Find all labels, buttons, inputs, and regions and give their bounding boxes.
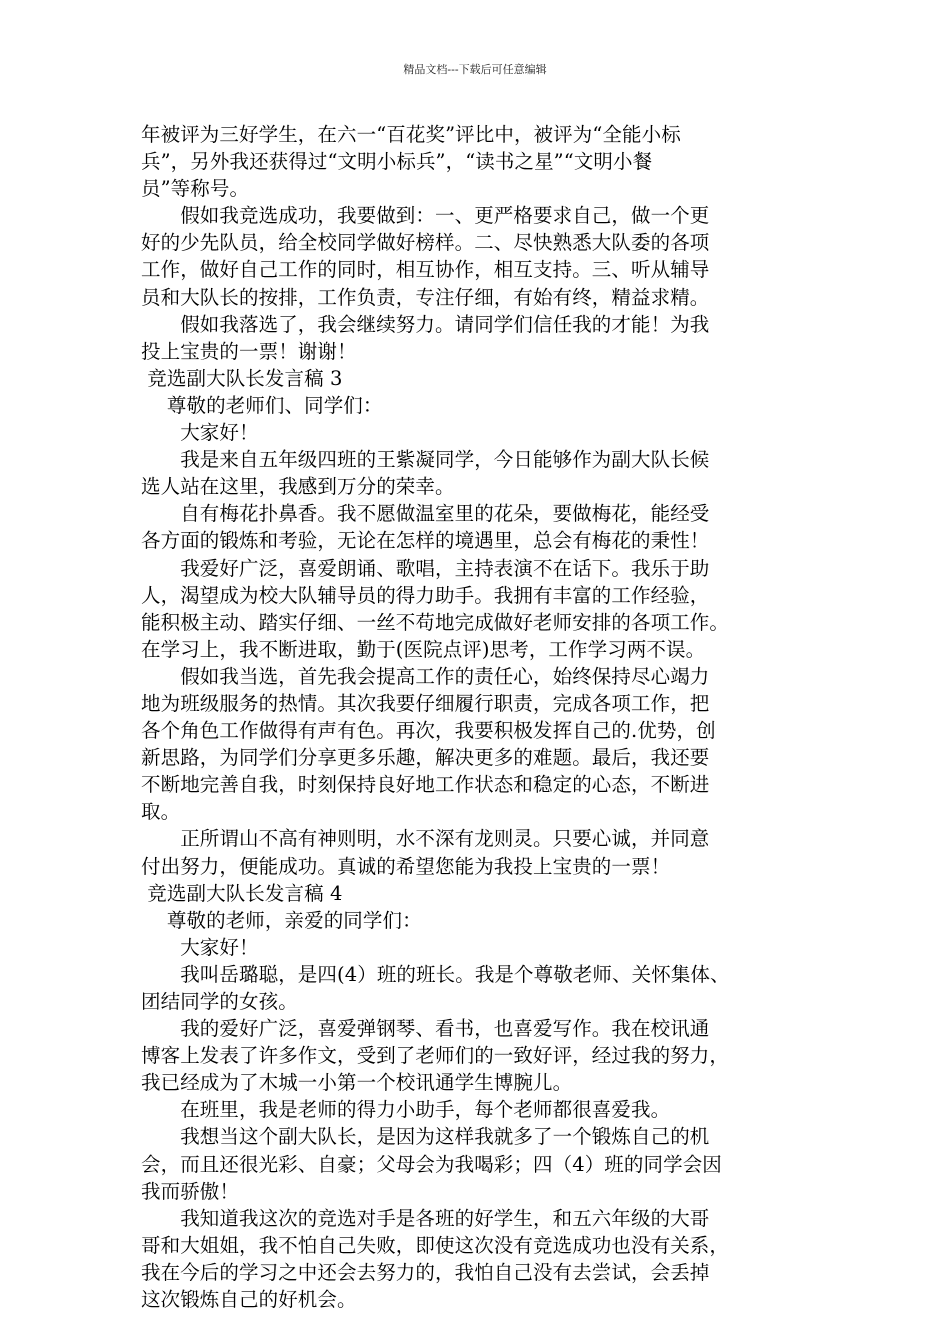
salutation: 尊敬的老师，亲爱的同学们： (141, 908, 422, 932)
text-line: 兵”，另外我还获得过“文明小标兵”，“读书之星”“文明小餐 (141, 150, 653, 174)
text-line: 选人站在这里，我感到万分的荣幸。 (141, 475, 455, 499)
greeting: 大家好！ (141, 421, 259, 445)
text-line: 我爱好广泛，喜爱朗诵、歌唱，主持表演不在话下。我乐于助 (141, 556, 710, 580)
text-line: 投上宝贵的一票！谢谢！ (141, 339, 357, 363)
text-line: 新思路，为同学们分享更多乐趣，解决更多的难题。最后，我还要 (141, 746, 710, 770)
text-line: 各方面的锻炼和考验，无论在怎样的境遇里，总会有梅花的秉性！ (141, 529, 710, 553)
text-line: 我想当这个副大队长，是因为这样我就多了一个锻炼自己的机 (141, 1125, 710, 1149)
text-line: 各个角色工作做得有声有色。再次，我要积极发挥自己的.优势，创 (141, 719, 716, 743)
text-line: 付出努力，便能成功。真诚的希望您能为我投上宝贵的一票！ (141, 854, 671, 878)
text-line: 自有梅花扑鼻香。我不愿做温室里的花朵，要做梅花，能经受 (141, 502, 710, 526)
section-heading: 竞选副大队长发言稿 4 (141, 881, 343, 905)
text-line: 好的少先队员，给全校同学做好榜样。二、尽快熟悉大队委的各项 (141, 231, 710, 255)
text-line: 年被评为三好学生，在六一“百花奖”评比中，被评为“全能小标 (141, 123, 681, 146)
text-line: 我而骄傲！ (141, 1179, 240, 1203)
text-line: 员”等称号。 (141, 177, 250, 201)
page-header: 精品文档---下载后可任意编辑 (403, 63, 547, 76)
text-line: 我知道我这次的竞选对手是各班的好学生，和五六年级的大哥 (141, 1206, 710, 1230)
text-line: 我在今后的学习之中还会去努力的，我怕自己没有去尝试，会丢掉 (141, 1260, 710, 1284)
text-line: 员和大队长的按排，工作负责，专注仔细，有始有终，精益求精。 (141, 285, 710, 309)
text-line: 不断地完善自我，时刻保持良好地工作状态和稳定的心态，不断进 (141, 773, 710, 797)
text-line: 团结同学的女孩。 (141, 990, 298, 1013)
text-line: 博客上发表了许多作文，受到了老师们的一致好评，经过我的努力， (141, 1044, 730, 1068)
text-line: 人，渴望成为校大队辅导员的得力助手。我拥有丰富的工作经验， (141, 583, 710, 607)
text-line: 假如我落选了，我会继续努力。请同学们信任我的才能！为我 (141, 312, 710, 336)
text-line: 哥和大姐姐，我不怕自己失败，即使这次没有竞选成功也没有关系， (141, 1233, 730, 1257)
text-line: 地为班级服务的热情。其次我要仔细履行职责，完成各项工作，把 (141, 691, 710, 715)
text-line: 取。 (141, 800, 181, 824)
text-line: 在学习上，我不断进取，勤于(医院点评)思考，工作学习两不误。 (141, 637, 706, 661)
text-line: 假如我竞选成功，我要做到：一、更严格要求自己，做一个更 (141, 204, 710, 228)
text-line: 我是来自五年级四班的王紫凝同学，今日能够作为副大队长候 (141, 448, 710, 472)
text-line: 能积极主动、踏实仔细、一丝不苟地完成做好老师安排的各项工作。 (141, 610, 730, 634)
text-line: 我叫岳璐聪，是四(4）班的班长。我是个尊敬老师、关怀集体、 (141, 962, 730, 986)
section-heading: 竞选副大队长发言稿 3 (141, 366, 343, 390)
text-line: 假如我当选，首先我会提高工作的责任心，始终保持尽心竭力 (141, 664, 710, 688)
text-line: 我已经成为了木城一小第一个校讯通学生博腕儿。 (141, 1071, 573, 1095)
text-line: 我的爱好广泛，喜爱弹钢琴、看书，也喜爱写作。我在校讯通 (141, 1017, 710, 1041)
text-line: 正所谓山不高有神则明，水不深有龙则灵。只要心诚，并同意 (141, 827, 710, 851)
salutation: 尊敬的老师们、同学们： (141, 393, 383, 417)
text-line: 这次锻炼自己的好机会。 (141, 1288, 357, 1312)
text-line: 会，而且还很光彩、自豪；父母会为我喝彩；四（4）班的同学会因 (141, 1152, 722, 1176)
text-line: 工作，做好自己工作的同时，相互协作，相互支持。三、听从辅导 (141, 258, 710, 282)
document-body (141, 121, 831, 1313)
text-line: 在班里，我是老师的得力小助手，每个老师都很喜爱我。 (141, 1098, 671, 1122)
greeting: 大家好！ (141, 935, 259, 959)
